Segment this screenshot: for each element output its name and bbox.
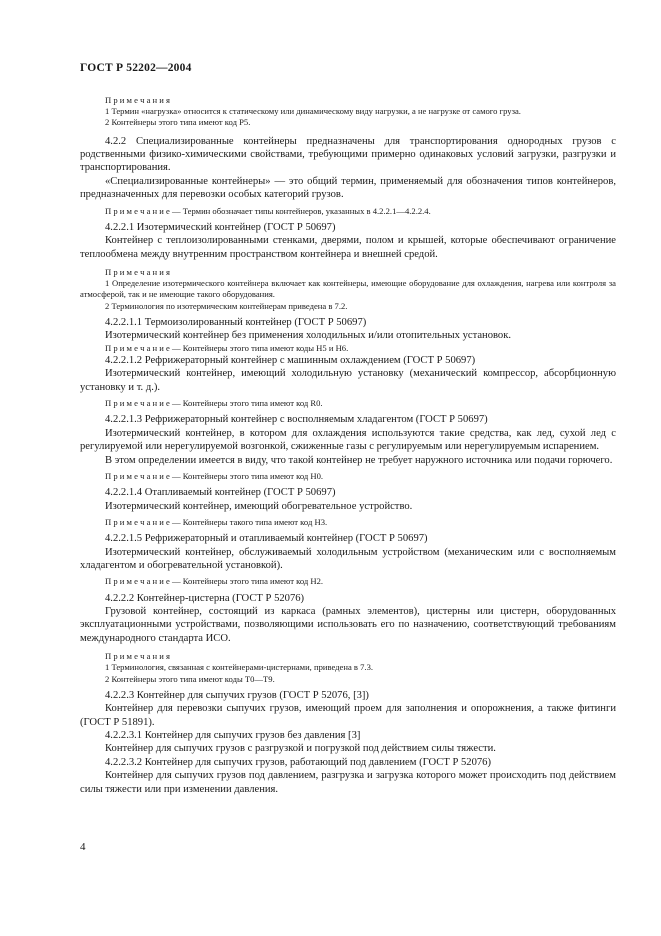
body-paragraph: 4.2.2.2 Контейнер-цистерна (ГОСТ Р 52076) bbox=[105, 592, 305, 604]
note-paragraph: 1 Определение изотермического контейнера включает как контейнеры, имеющие оборудование для охлаждения, нагрева или контроля за атмосферой, так и не имеющие такого оборудования. bbox=[80, 278, 616, 300]
note-paragraph: П р и м е ч а н и я bbox=[105, 651, 170, 662]
note-paragraph: 2 Терминология по изотермическим контейнерам приведена в 7.2. bbox=[105, 300, 348, 311]
note-paragraph: П р и м е ч а н и е — Контейнеры этого типа имеют код Н0. bbox=[105, 470, 324, 481]
body-paragraph: Изотермический контейнер, имеющий обогревательное устройство. bbox=[105, 500, 413, 512]
body-paragraph: 4.2.2.1.2 Рефрижераторный контейнер с машинным охлаждением (ГОСТ Р 50697) bbox=[105, 354, 476, 366]
body-paragraph: 4.2.2.1.4 Отапливаемый контейнер (ГОСТ Р 50697) bbox=[105, 487, 336, 499]
note-paragraph: П р и м е ч а н и е — Контейнеры такого типа имеют код Н3. bbox=[105, 516, 328, 527]
body-paragraph: Изотермический контейнер, имеющий холодильную установку (механический компрессор, абсорбционную установку и т. д.). bbox=[80, 368, 616, 393]
note-paragraph: П р и м е ч а н и я bbox=[105, 267, 170, 278]
body-paragraph: Грузовой контейнер, состоящий из каркаса (рамных элементов), цистерны или цистерн, оборудованных эксплуатационными устройствами, позволяющими использовать его по назначению, соответствующий требованиям международного стандарта ИСО. bbox=[80, 605, 616, 644]
body-paragraph: В этом определении имеется в виду, что такой контейнер не требует наружного источника или подачи горючего. bbox=[105, 454, 613, 466]
note-paragraph: П р и м е ч а н и я bbox=[105, 95, 170, 105]
note-paragraph: П р и м е ч а н и е — Контейнеры этого типа имеют коды Н5 и Н6. bbox=[105, 342, 349, 353]
body-paragraph: 4.2.2 Специализированные контейнеры предназначены для транспортирования однородных грузов с родственными физико-химическими свойствами, требующими примерно одинаковых условий загрузки, разгрузки и транспортирования. bbox=[80, 135, 616, 174]
note-paragraph: 2 Контейнеры этого типа имеют коды Т0—Т9. bbox=[105, 673, 275, 684]
body-paragraph: 4.2.2.1.1 Термоизолированный контейнер (ГОСТ Р 50697) bbox=[105, 316, 367, 328]
body-paragraph: 4.2.2.3.2 Контейнер для сыпучих грузов, работающий под давлением (ГОСТ Р 52076) bbox=[105, 756, 491, 768]
body-paragraph: 4.2.2.3.1 Контейнер для сыпучих грузов без давления [3] bbox=[105, 730, 361, 742]
standard-header: ГОСТ Р 52202—2004 bbox=[80, 62, 192, 74]
body-paragraph: Изотермический контейнер, в котором для охлаждения используются такие средства, как лед, сухой лед с регулируемой или нерегулируемой возгонкой, сжиженные газы с регулируемым или нерегулируемым испарением. bbox=[80, 427, 616, 453]
body-paragraph: 4.2.2.1.5 Рефрижераторный и отапливаемый контейнер (ГОСТ Р 50697) bbox=[105, 533, 428, 545]
note-paragraph: П р и м е ч а н и е — Термин обозначает типы контейнеров, указанных в 4.2.2.1—4.2.2.4. bbox=[105, 205, 431, 216]
body-paragraph: Контейнер с теплоизолированными стенками, дверями, полом и крышей, которые обеспечивают ограничение теплообмена между внутренним пространством контейнера и внешней средой. bbox=[80, 235, 616, 260]
note-paragraph: П р и м е ч а н и е — Контейнеры этого типа имеют код Н2. bbox=[105, 576, 324, 587]
body-paragraph: 4.2.2.3 Контейнер для сыпучих грузов (ГОСТ Р 52076, [3]) bbox=[105, 689, 369, 701]
body-paragraph: Контейнер для перевозки сыпучих грузов, имеющий проем для заполнения и опорожнения, а также фитинги (ГОСТ Р 51891). bbox=[80, 703, 616, 728]
body-paragraph: Контейнер для сыпучих грузов с разгрузкой и погрузкой под действием силы тяжести. bbox=[105, 743, 496, 755]
note-paragraph: 2 Контейнеры этого типа имеют код Р5. bbox=[105, 117, 251, 128]
page-number: 4 bbox=[80, 841, 86, 853]
body-paragraph: 4.2.2.1.3 Рефрижераторный контейнер с восполняемым хладагентом (ГОСТ Р 50697) bbox=[105, 414, 488, 426]
body-paragraph: Изотермический контейнер без применения холодильных и/или отопительных установок. bbox=[105, 330, 512, 342]
note-paragraph: П р и м е ч а н и е — Контейнеры этого типа имеют код R0. bbox=[105, 398, 323, 409]
body-paragraph: «Специализированные контейнеры» — это общий термин, применяемый для обозначения типов контейнеров, предназначенных для перевозки особых категорий грузов. bbox=[80, 175, 616, 201]
note-paragraph: 1 Терминология, связанная с контейнерами-цистернами, приведена в 7.3. bbox=[105, 662, 374, 673]
body-paragraph: Контейнер для сыпучих грузов под давлением, разгрузка и загрузка которого может происходить под действием силы тяжести или при изменении давления. bbox=[80, 770, 616, 795]
document-body bbox=[80, 95, 616, 796]
body-paragraph: 4.2.2.1 Изотермический контейнер (ГОСТ Р 50697) bbox=[105, 221, 336, 233]
note-paragraph: 1 Термин «нагрузка» относится к статическому или динамическому виду нагрузки, а не нагрузке от самого груза. bbox=[105, 106, 521, 117]
body-paragraph: Изотермический контейнер, обслуживаемый холодильным устройством (механическим или с восполняемым хладагентом и обогревательной установкой). bbox=[80, 546, 616, 571]
